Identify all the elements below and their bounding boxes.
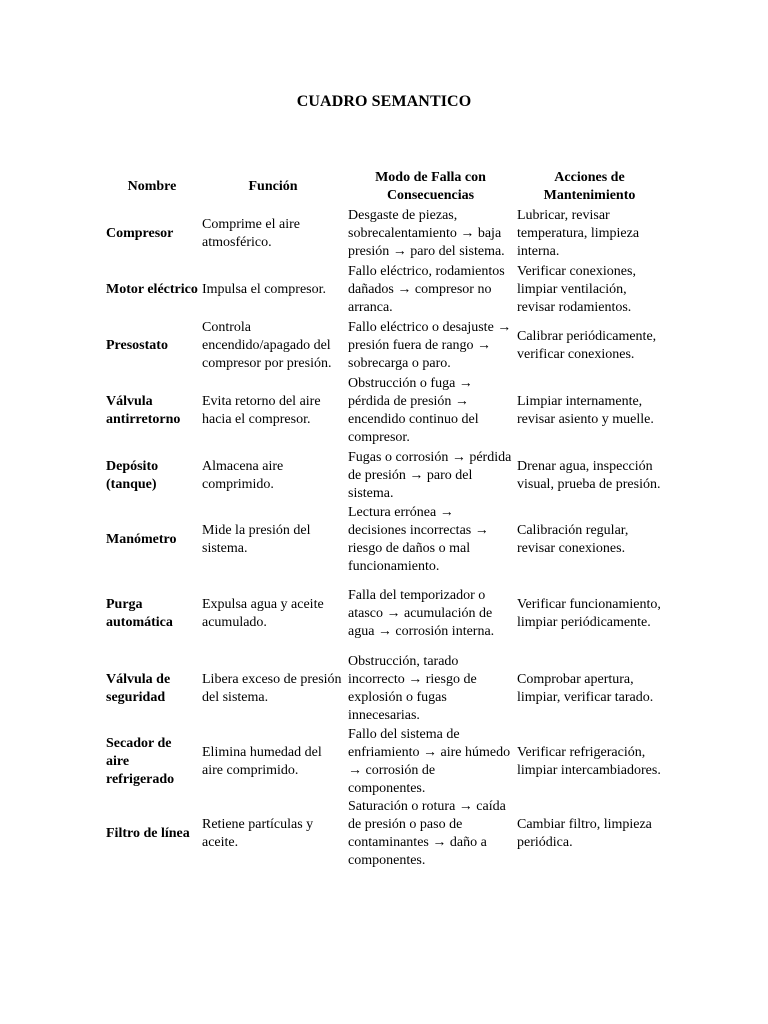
cell-acciones: Calibrar periódicamente, verificar conexiones. xyxy=(517,329,657,362)
header-acciones: Acciones de Mantenimiento xyxy=(543,170,636,203)
cell-modo-falla: Lectura errónea → decisiones incorrectas → riesgo de daños o mal funcionamiento. xyxy=(348,505,489,574)
cell-funcion: Impulsa el compresor. xyxy=(202,282,327,297)
cell-acciones: Cambiar filtro, limpieza periódica. xyxy=(517,817,652,850)
cell-funcion: Evita retorno del aire hacia el compresor. xyxy=(202,394,321,427)
cell-funcion: Expulsa agua y aceite acumulado. xyxy=(202,597,324,630)
table-row xyxy=(104,504,664,576)
cell-nombre: Compresor xyxy=(106,226,174,241)
cell-nombre: Válvula de seguridad xyxy=(106,672,171,705)
cell-nombre: Presostato xyxy=(106,338,168,353)
cell-modo-falla: Saturación o rotura → caída de presión o paso de contaminantes → daño a componentes. xyxy=(348,799,506,868)
cell-funcion: Controla encendido/apagado del compresor por presión. xyxy=(202,320,332,371)
cell-nombre: Válvula antirretorno xyxy=(106,394,181,427)
cell-modo-falla: Obstrucción o fuga → pérdida de presión → encendido continuo del compresor. xyxy=(348,376,479,445)
cell-funcion: Libera exceso de presión del sistema. xyxy=(202,672,342,705)
table-row xyxy=(104,798,664,870)
cell-acciones: Verificar funcionamiento, limpiar periódicamente. xyxy=(517,597,661,630)
table-row xyxy=(104,206,664,262)
table-row xyxy=(104,262,664,318)
cell-acciones: Calibración regular, revisar conexiones. xyxy=(517,523,629,556)
cell-modo-falla: Fugas o corrosión → pérdida de presión → paro del sistema. xyxy=(348,450,512,501)
cell-modo-falla: Desgaste de piezas, sobrecalentamiento → baja presión → paro del sistema. xyxy=(348,208,505,259)
table-header-row xyxy=(104,168,664,206)
header-nombre: Nombre xyxy=(127,179,177,194)
table-row xyxy=(104,448,664,504)
table-row xyxy=(104,652,664,726)
cell-modo-falla: Obstrucción, tarado incorrecto → riesgo de explosión o fugas innecesarias. xyxy=(348,654,477,723)
cell-nombre: Motor eléctrico xyxy=(106,282,198,297)
page-title: CUADRO SEMANTICO xyxy=(296,93,472,110)
cell-nombre: Purga automática xyxy=(106,597,173,630)
cell-acciones: Verificar conexiones, limpiar ventilación, revisar rodamientos. xyxy=(517,264,636,315)
cell-modo-falla: Fallo eléctrico, rodamientos dañados → compresor no arranca. xyxy=(348,264,505,315)
cell-nombre: Filtro de línea xyxy=(106,826,190,841)
table-row xyxy=(104,374,664,448)
header-modo-falla: Modo de Falla con Consecuencias xyxy=(375,170,486,203)
cell-acciones: Lubricar, revisar temperatura, limpieza interna. xyxy=(517,208,640,259)
cell-nombre: Depósito (tanque) xyxy=(106,459,159,492)
cell-funcion: Retiene partículas y aceite. xyxy=(202,817,314,850)
cell-funcion: Elimina humedad del aire comprimido. xyxy=(202,745,322,778)
table-row xyxy=(104,576,664,652)
cell-acciones: Comprobar apertura, limpiar, verificar tarado. xyxy=(517,672,654,705)
cell-nombre: Manómetro xyxy=(106,532,177,547)
cell-funcion: Mide la presión del sistema. xyxy=(202,523,311,556)
semantic-table xyxy=(104,168,664,870)
cell-modo-falla: Falla del temporizador o atasco → acumulación de agua → corrosión interna. xyxy=(348,588,495,639)
table-row xyxy=(104,726,664,798)
cell-nombre: Secador de aire refrigerado xyxy=(106,736,175,787)
cell-acciones: Verificar refrigeración, limpiar intercambiadores. xyxy=(517,745,661,778)
cell-acciones: Drenar agua, inspección visual, prueba de presión. xyxy=(517,459,661,492)
cell-modo-falla: Fallo eléctrico o desajuste → presión fuera de rango → sobrecarga o paro. xyxy=(348,320,512,371)
header-funcion: Función xyxy=(248,179,298,194)
cell-modo-falla: Fallo del sistema de enfriamiento → aire húmedo → corrosión de componentes. xyxy=(348,727,511,796)
cell-funcion: Comprime el aire atmosférico. xyxy=(202,217,300,250)
table-row xyxy=(104,318,664,374)
cell-funcion: Almacena aire comprimido. xyxy=(202,459,284,492)
cell-acciones: Limpiar internamente, revisar asiento y muelle. xyxy=(517,394,654,427)
